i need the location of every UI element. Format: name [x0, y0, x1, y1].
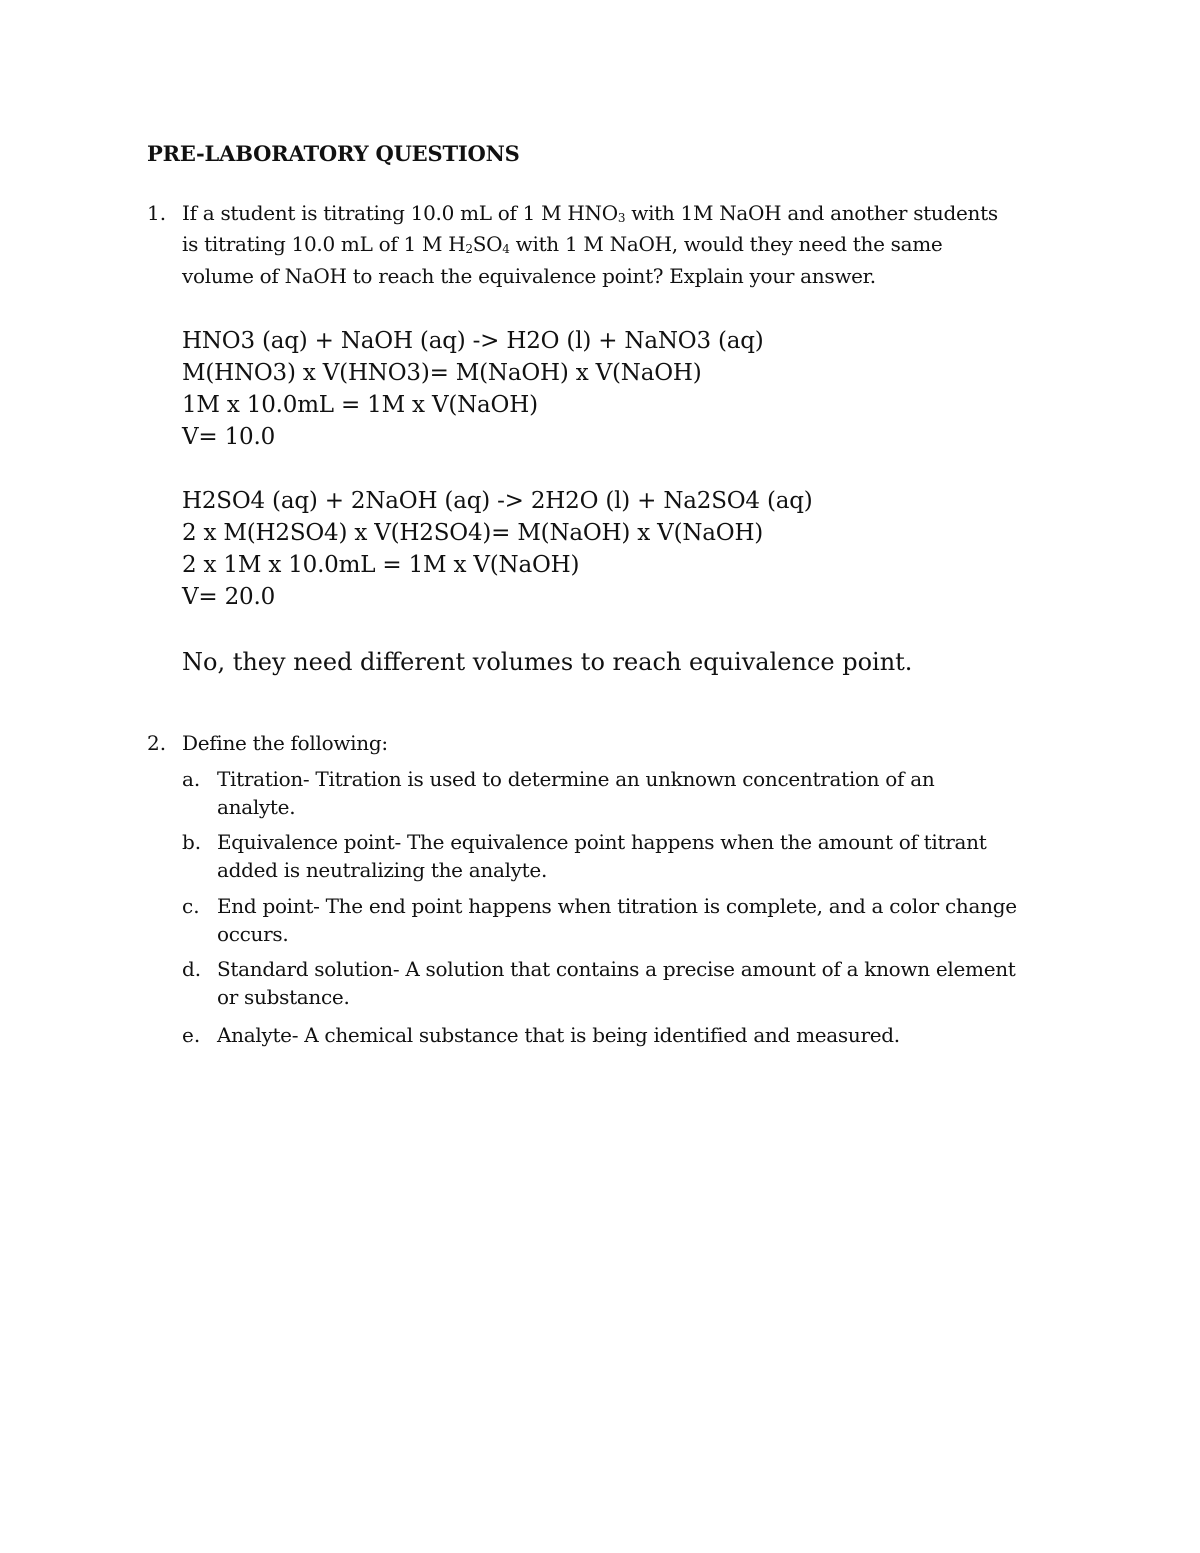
- definition-line: Analyte- A chemical substance that is being identified and measured.: [217, 1023, 900, 1047]
- work-1-line: HNO3 (aq) + NaOH (aq) -> H2O (l) + NaNO3 (aq): [182, 328, 764, 354]
- definition-line: occurs.: [217, 922, 289, 946]
- work-2-line: V= 20.0: [182, 584, 276, 610]
- work-1-line: V= 10.0: [182, 424, 276, 450]
- page-heading: PRE-LABORATORY QUESTIONS: [147, 141, 520, 166]
- question-1-line-1: [182, 201, 998, 225]
- definition-letter: e.: [182, 1023, 201, 1047]
- question-1-subscript: 3: [617, 211, 626, 225]
- question-1-line-2-text-c: with 1 M NaOH, would they need the same: [509, 232, 943, 256]
- question-1-subscript: 4: [502, 242, 510, 256]
- question-1-line-2: [182, 232, 942, 256]
- work-2-line: 2 x 1M x 10.0mL = 1M x V(NaOH): [182, 552, 580, 578]
- question-1-line-2-text-b: SO: [472, 232, 503, 256]
- question-1-answer: No, they need different volumes to reach equivalence point.: [182, 648, 913, 676]
- work-1-line: 1M x 10.0mL = 1M x V(NaOH): [182, 392, 538, 418]
- definition-line: End point- The end point happens when titration is complete, and a color change: [217, 894, 1017, 918]
- question-1-line-1-text-a: If a student is titrating 10.0 mL of 1 M HNO: [182, 201, 618, 225]
- question-2-prompt: Define the following:: [182, 731, 388, 755]
- question-1-line-1-text-b: with 1M NaOH and another students: [625, 201, 998, 225]
- definition-letter: d.: [182, 957, 202, 981]
- definition-line: Standard solution- A solution that contains a precise amount of a known element: [217, 957, 1016, 981]
- definition-line: analyte.: [217, 795, 296, 819]
- question-1-subscript: 2: [465, 242, 473, 256]
- definition-line: added is neutralizing the analyte.: [217, 858, 547, 882]
- question-1-line-3: volume of NaOH to reach the equivalence point? Explain your answer.: [182, 264, 876, 288]
- work-2-line: 2 x M(H2SO4) x V(H2SO4)= M(NaOH) x V(NaOH): [182, 520, 764, 546]
- work-2-line: H2SO4 (aq) + 2NaOH (aq) -> 2H2O (l) + Na2SO4 (aq): [182, 488, 813, 514]
- question-1-number: 1.: [147, 201, 167, 225]
- definition-letter: b.: [182, 830, 202, 854]
- work-1-line: M(HNO3) x V(HNO3)= M(NaOH) x V(NaOH): [182, 360, 702, 386]
- definition-letter: c.: [182, 894, 200, 918]
- question-1-line-2-text-a: is titrating 10.0 mL of 1 M H: [182, 232, 466, 256]
- definition-line: Titration- Titration is used to determine an unknown concentration of an: [217, 767, 935, 791]
- definition-line: or substance.: [217, 985, 350, 1009]
- definition-line: Equivalence point- The equivalence point happens when the amount of titrant: [217, 830, 987, 854]
- definition-letter: a.: [182, 767, 201, 791]
- question-2-number: 2.: [147, 731, 167, 755]
